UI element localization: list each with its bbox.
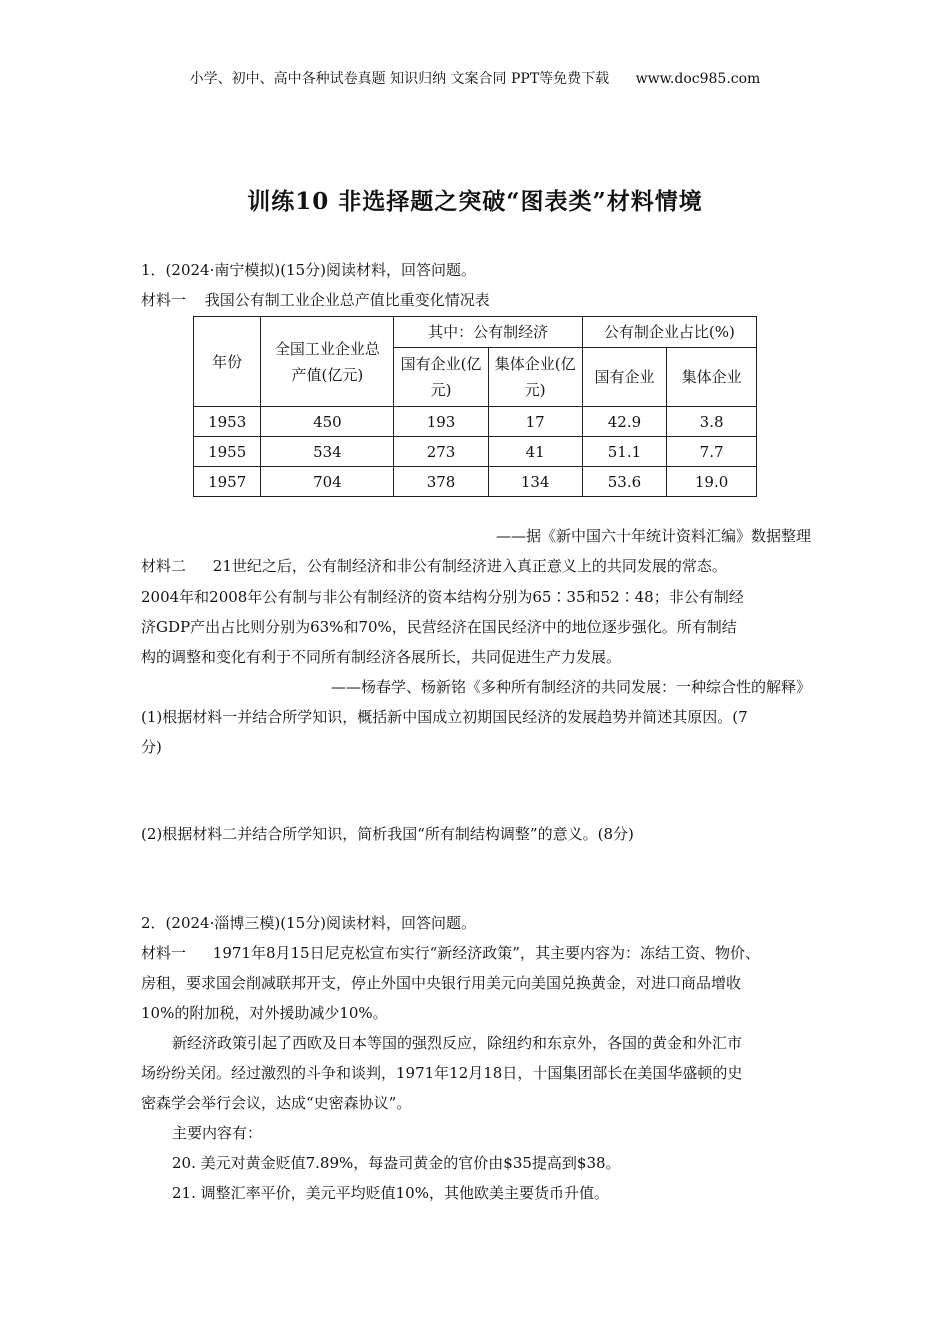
table-cell: 51.1 — [582, 437, 666, 467]
table-cell: 41 — [488, 437, 582, 467]
table-row — [194, 467, 757, 497]
table-cell: 704 — [261, 467, 394, 497]
q2-material-text: 10%的附加税，对外援助减少10%。 — [141, 1004, 388, 1022]
table-cell: 7.7 — [667, 437, 757, 467]
q2-material-text: 1971年8月15日尼克松宣布实行“新经济政策”，其主要内容为：冻结工资、物价、 — [212, 944, 760, 962]
header-url[interactable]: www.doc985.com — [635, 71, 761, 87]
q2-list-item: 20. 美元对黄金贬值7.89%，每盎司黄金的官价由$35提高到$38。 — [172, 1154, 621, 1172]
q2-list-item: 21. 调整汇率平价，美元平均贬值10%，其他欧美主要货币升值。 — [172, 1184, 609, 1202]
th-state: 国有企业(亿元) — [394, 348, 488, 407]
table-row — [194, 407, 757, 437]
table-cell: 193 — [394, 407, 488, 437]
table-row — [194, 437, 757, 467]
table-cell: 42.9 — [582, 407, 666, 437]
th-collective-ratio: 集体企业 — [667, 348, 757, 407]
q1-source2: ——杨春学、杨新铭《多种所有制经济的共同发展：一种综合性的解释》 — [330, 678, 811, 696]
stat-table — [193, 316, 757, 497]
q2-material-text: 密森学会举行会议，达成“史密森协议”。 — [141, 1094, 412, 1112]
table-cell: 1955 — [194, 437, 261, 467]
table-cell: 53.6 — [582, 467, 666, 497]
th-total: 全国工业企业总产值(亿元) — [261, 317, 394, 407]
q1-material1-heading — [141, 289, 821, 310]
th-public: 其中：公有制经济 — [394, 317, 582, 348]
q1-question1-cont: 分) — [141, 738, 162, 756]
table-cell: 134 — [488, 467, 582, 497]
q1-material2-text: 21世纪之后，公有制经济和非公有制经济进入真正意义上的共同发展的常态。 — [212, 557, 727, 575]
q2-material-text: 房租，要求国会削减联邦开支，停止外国中央银行用美元向美国兑换黄金，对进口商品增收 — [141, 974, 742, 992]
table-cell: 534 — [261, 437, 394, 467]
q1-material1-label: 材料一 — [141, 291, 187, 309]
th-year: 年份 — [194, 317, 261, 407]
header-text: 小学、初中、高中各种试卷真题 知识归纳 文案合同 PPT等免费下载 — [189, 71, 610, 87]
table-cell: 1957 — [194, 467, 261, 497]
q2-material1-label: 材料一 — [141, 944, 187, 962]
q1-material2-text: 构的调整和变化有利于不同所有制经济各展所长，共同促进生产力发展。 — [141, 648, 622, 666]
q2-intro: 2．(2024·淄博三模)(15分)阅读材料，回答问题。 — [141, 914, 476, 932]
q1-question2: (2)根据材料二并结合所学知识，简析我国“所有制结构调整”的意义。(8分) — [141, 825, 634, 843]
q1-material2-label: 材料二 — [141, 557, 187, 575]
table-cell: 378 — [394, 467, 488, 497]
q1-intro: 1．(2024·南宁模拟)(15分)阅读材料，回答问题。 — [141, 261, 476, 279]
table-cell: 450 — [261, 407, 394, 437]
table-cell: 19.0 — [667, 467, 757, 497]
table-cell: 17 — [488, 407, 582, 437]
q1-material2-text: 2004年和2008年公有制与非公有制经济的资本结构分别为65∶35和52∶48；非公有制经 — [141, 588, 744, 606]
q1-material2-text: 济GDP产出占比则分别为63%和70%，民营经济在国民经济中的地位逐步强化。所有制结 — [141, 618, 737, 636]
table-cell: 1953 — [194, 407, 261, 437]
th-ratio: 公有制企业占比(%) — [582, 317, 756, 348]
th-collective: 集体企业(亿元) — [488, 348, 582, 407]
q1-question1: (1)根据材料一并结合所学知识，概括新中国成立初期国民经济的发展趋势并简述其原因。(7 — [141, 708, 748, 726]
th-state-ratio: 国有企业 — [582, 348, 666, 407]
q2-material-text: 新经济政策引起了西欧及日本等国的强烈反应，除纽约和东京外，各国的黄金和外汇市 — [172, 1034, 743, 1052]
q2-material-text: 主要内容有： — [172, 1124, 263, 1142]
q2-material-text: 场纷纷关闭。经过激烈的斗争和谈判，1971年12月18日，十国集团部长在美国华盛顿的史 — [141, 1064, 743, 1082]
q1-material1-title: 我国公有制工业企业总产值比重变化情况表 — [204, 291, 490, 309]
page-title: 训练10 非选择题之突破“图表类”材料情境 — [247, 188, 703, 215]
q2-material1-line — [141, 942, 821, 963]
q1-source1: ——据《新中国六十年统计资料汇编》数据整理 — [495, 527, 811, 545]
table-cell: 3.8 — [667, 407, 757, 437]
table-cell: 273 — [394, 437, 488, 467]
page-header — [0, 68, 950, 88]
q1-material2-line — [141, 555, 821, 576]
